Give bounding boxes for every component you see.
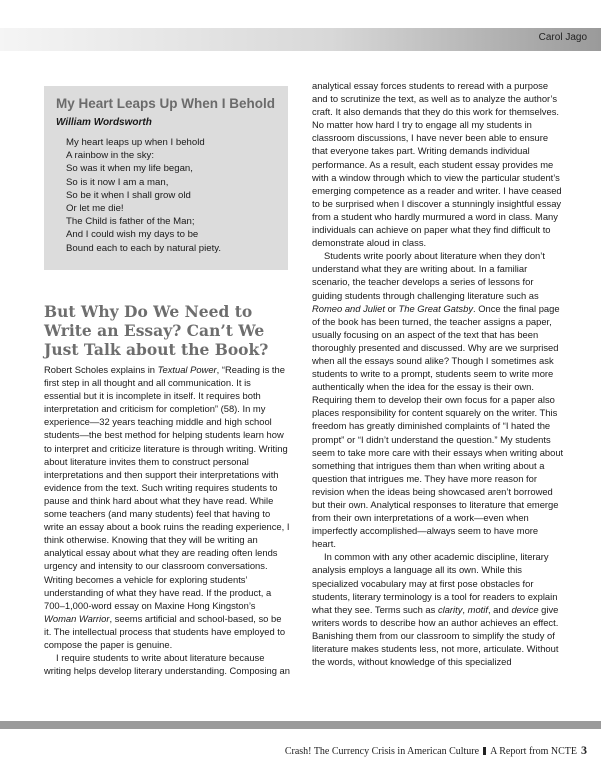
- poem-line: My heart leaps up when I behold: [66, 137, 205, 148]
- page-number: 3: [581, 743, 587, 757]
- text-run: ,: [462, 603, 468, 615]
- text-run: . Once the final page of the book has been turned, the teacher assigns a paper, usually focusing on an aspect of the text that has been thoroughly presented and discussed. Why are we surprised when all the essays sound alike? Though I sometimes ask students to write to a prompt, students seem to write more authentically when the idea for the essay is their own. Requiring them to develop their own focus for a paper also places responsibility for content squarely on the writer. This freedom has greatly diminished complaints of “I hated the prompt” or “I didn’t understand the question.” My students seem to take more care with their essays when writing about something that intrigues them than when writing about a question that intrigues me. They have more reason for revision when the ideas being showcased aren’t borrowed but their own. Analytical responses to literature that emerge from their own interpretations of a work—even when imperfectly accomplished—always seem to have more heart.: [312, 302, 564, 550]
- text-run: or: [384, 302, 399, 314]
- footer-report-label: A Report from NCTE: [490, 746, 577, 757]
- running-head-author: Carol Jago: [538, 32, 587, 43]
- body-paragraph: [44, 363, 290, 651]
- text-run: Students write poorly about literature when they don’t understand what they are writing about. In a familiar scenario, the teacher develops a series of lessons for guiding students through challenging literature such as: [312, 250, 545, 301]
- poem-line: Bound each to each by natural piety.: [66, 242, 222, 254]
- literary-term: motif: [467, 603, 488, 615]
- text-run: , seems artificial and school-based, so be it. The intellectual process that students have employed to compose the paper is genuine.: [44, 612, 286, 650]
- poem-title: My Heart Leaps Up When I Behold: [56, 96, 276, 111]
- section-heading: But Why Do We Need to Write an Essay? Can’t We Just Talk about the Book?: [44, 302, 269, 359]
- literary-term: clarity: [437, 603, 463, 615]
- book-title: Woman Warrior: [44, 612, 110, 624]
- left-text-column: [44, 363, 290, 677]
- book-title: Textual Power: [157, 364, 217, 375]
- body-paragraph: [312, 249, 564, 550]
- poem-lines: [66, 136, 276, 255]
- poem-sidebar: [44, 86, 288, 270]
- poem-line: Or let me die!: [66, 203, 124, 215]
- footer-publication-title: Crash! The Currency Crisis in American Culture: [284, 746, 480, 757]
- text-run: , and: [487, 603, 512, 615]
- top-header-band: [0, 0, 601, 51]
- body-paragraph: I require students to write about literature because writing helps develop literary understanding. Composing an: [44, 652, 290, 677]
- page-footer: [285, 743, 587, 758]
- footer-rule: [0, 721, 601, 729]
- text-run: In common with any other academic discipline, literary analysis employs a language all its own. While this specialized vocabulary may at first pose obstacles for students, literary terminology is a tool for readers to explain what they see. Terms such as: [312, 551, 558, 615]
- body-paragraph: [312, 550, 564, 668]
- poem-author: William Wordsworth: [56, 117, 152, 128]
- literary-term: device: [511, 603, 539, 615]
- footer-separator: [483, 747, 486, 755]
- poem-line: A rainbow in the sky:: [66, 150, 154, 162]
- body-paragraph: analytical essay forces students to reread with a purpose and to scrutinize the text, as well as to analyze the author’s craft. It also demands that they do this work for themselves. No matter how hard I try to engage all my students in classroom discussions, I have never been able to ensure that everyone takes part. Writing demands individual performance. As a result, each student essay provides me with a window through which to view the particular student’s emerging competence as a reader and writer. I have ceased to be surprised when I discover a stunningly insightful essay from a student who hardly murmured a word in class. Many individuals can achieve on paper what they find difficult to demonstrate aloud in class.: [312, 80, 562, 249]
- text-run: , “Reading is the first step in all thought and all communication. It is essential but it is incomplete in itself. It requires both interpretation and criticism for completion” (58). In my experience—32 years teaching middle and high school students—the best method for helping students learn how to interpret and criticize literature is through writing. Writing about literature invites them to construct personal interpretations and then support their interpretations with evidence from the text. Such writing requires students to pause and think hard about what they have read. While some teachers (and many students) feel that having to write an essay about a book ruins the reading experience, I think otherwise. Knowing that they will be writing an analytical essay about what they are reading often lends urgency and intensity to our classroom conversations. Writing becomes a vehicle for exploring students’ understanding of what they have read. If the product, a 700–1,000-word essay on Maxine Hong Kingston’s: [44, 364, 290, 611]
- right-text-column: [312, 79, 564, 668]
- poem-line: And I could wish my days to be: [66, 229, 199, 241]
- poem-line: The Child is father of the Man;: [66, 216, 195, 228]
- poem-line: So be it when I shall grow old: [66, 189, 191, 201]
- book-title: The Great Gatsby: [398, 302, 474, 314]
- book-title: Romeo and Juliet: [312, 302, 385, 314]
- text-run: Robert Scholes explains in: [44, 364, 158, 375]
- text-run: give writers words to describe how an author achieves an effect. Banishing them from our classroom to simplify the study of literature makes students less, not more, articulate. Without the words, without knowledge of this specialized: [312, 603, 559, 668]
- header-gradient-bar: [0, 28, 601, 51]
- poem-line: So is it now I am a man,: [66, 176, 169, 188]
- poem-line: So was it when my life began,: [66, 163, 193, 175]
